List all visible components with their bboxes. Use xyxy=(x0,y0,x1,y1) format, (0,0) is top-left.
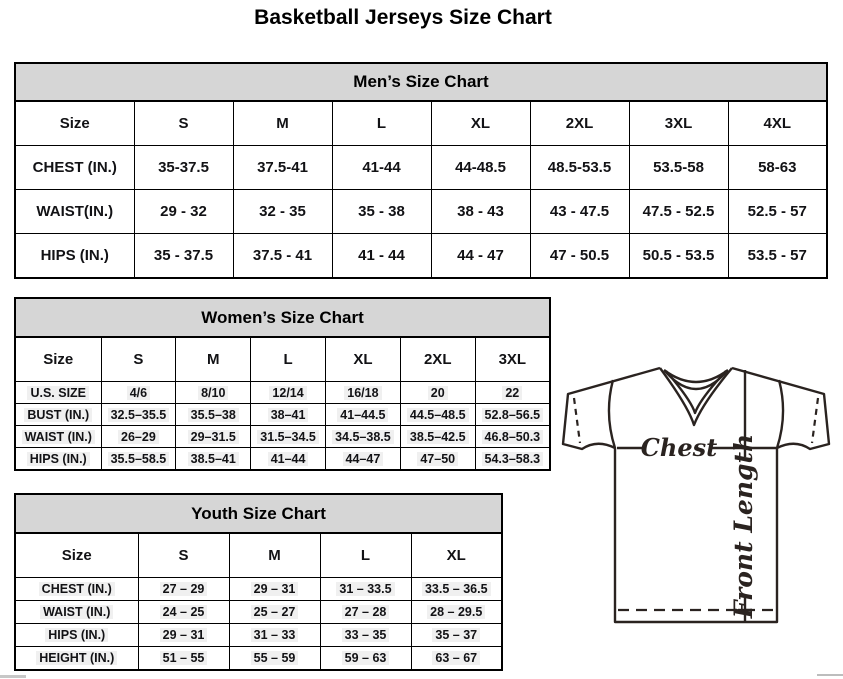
size-column-header: L xyxy=(320,533,411,578)
measurement-value: 22 xyxy=(475,382,550,404)
measurement-value: 47–50 xyxy=(400,448,475,471)
measurement-value: 25 – 27 xyxy=(229,601,320,624)
size-column-header: 3XL xyxy=(475,337,550,382)
measurement-value: 33.5 – 36.5 xyxy=(411,578,502,601)
measurement-value: 47 - 50.5 xyxy=(530,234,629,279)
cropped-element-fragment-right xyxy=(817,674,843,676)
measurement-value: 28 – 29.5 xyxy=(411,601,502,624)
table-row xyxy=(15,578,502,601)
size-column-header: XL xyxy=(325,337,400,382)
jersey-measurement-diagram xyxy=(555,358,843,630)
measurement-value: 35 – 37 xyxy=(411,624,502,647)
table-row xyxy=(15,382,550,404)
front-length-label: Front Length xyxy=(729,433,758,619)
page-title: Basketball Jerseys Size Chart xyxy=(254,6,552,29)
measurement-value: 48.5-53.5 xyxy=(530,146,629,190)
measurement-value: 37.5 - 41 xyxy=(233,234,332,279)
measurement-value: 27 – 29 xyxy=(138,578,229,601)
size-header-cell: Size xyxy=(15,337,101,382)
measurement-value: 35 - 38 xyxy=(332,190,431,234)
measurement-value: 46.8–50.3 xyxy=(475,426,550,448)
measurement-value: 32 - 35 xyxy=(233,190,332,234)
size-column-header: L xyxy=(251,337,326,382)
measurement-value: 44 - 47 xyxy=(431,234,530,279)
measurement-value: 33 – 35 xyxy=(320,624,411,647)
table-row xyxy=(15,448,550,471)
measurement-value: 27 – 28 xyxy=(320,601,411,624)
measurement-value: 38 - 43 xyxy=(431,190,530,234)
measurement-value: 41-44 xyxy=(332,146,431,190)
measurement-value: 41–44 xyxy=(251,448,326,471)
chest-label: Chest xyxy=(640,433,718,462)
table-caption: Women’s Size Chart xyxy=(15,298,550,337)
measurement-value: 53.5 - 57 xyxy=(728,234,827,279)
measurement-value: 35.5–58.5 xyxy=(101,448,176,471)
table-row xyxy=(15,404,550,426)
measurement-value: 12/14 xyxy=(251,382,326,404)
mens-size-table xyxy=(14,62,828,279)
measurement-value: 59 – 63 xyxy=(320,647,411,671)
size-header-cell: Size xyxy=(15,533,138,578)
table-caption: Men’s Size Chart xyxy=(15,63,827,101)
size-column-header: S xyxy=(134,101,233,146)
measurement-value: 35 - 37.5 xyxy=(134,234,233,279)
measurement-value: 35-37.5 xyxy=(134,146,233,190)
size-column-header: S xyxy=(101,337,176,382)
measurement-value: 35.5–38 xyxy=(176,404,251,426)
measurement-value: 29 - 32 xyxy=(134,190,233,234)
youth-size-table xyxy=(14,493,503,671)
measurement-label: U.S. SIZE xyxy=(15,382,101,404)
table-row xyxy=(15,234,827,279)
measurement-value: 52.8–56.5 xyxy=(475,404,550,426)
measurement-value: 37.5-41 xyxy=(233,146,332,190)
size-column-header: 2XL xyxy=(400,337,475,382)
measurement-label: WAIST(IN.) xyxy=(15,190,134,234)
measurement-value: 29 – 31 xyxy=(138,624,229,647)
table-row xyxy=(15,146,827,190)
measurement-value: 31.5–34.5 xyxy=(251,426,326,448)
measurement-value: 4/6 xyxy=(101,382,176,404)
measurement-label: BUST (IN.) xyxy=(15,404,101,426)
measurement-label: HIPS (IN.) xyxy=(15,234,134,279)
table-row xyxy=(15,601,502,624)
measurement-label: HIPS (IN.) xyxy=(15,624,138,647)
measurement-value: 31 – 33 xyxy=(229,624,320,647)
measurement-value: 26–29 xyxy=(101,426,176,448)
measurement-value: 20 xyxy=(400,382,475,404)
measurement-value: 44-48.5 xyxy=(431,146,530,190)
size-column-header: M xyxy=(233,101,332,146)
measurement-value: 55 – 59 xyxy=(229,647,320,671)
measurement-value: 52.5 - 57 xyxy=(728,190,827,234)
size-header-cell: Size xyxy=(15,101,134,146)
measurement-value: 41–44.5 xyxy=(325,404,400,426)
measurement-label: CHEST (IN.) xyxy=(15,578,138,601)
table-row xyxy=(15,624,502,647)
measurement-value: 34.5–38.5 xyxy=(325,426,400,448)
size-column-header: 3XL xyxy=(629,101,728,146)
measurement-value: 50.5 - 53.5 xyxy=(629,234,728,279)
measurement-value: 8/10 xyxy=(176,382,251,404)
measurement-value: 43 - 47.5 xyxy=(530,190,629,234)
table-caption: Youth Size Chart xyxy=(15,494,502,533)
measurement-value: 54.3–58.3 xyxy=(475,448,550,471)
measurement-value: 44–47 xyxy=(325,448,400,471)
measurement-value: 47.5 - 52.5 xyxy=(629,190,728,234)
measurement-value: 63 – 67 xyxy=(411,647,502,671)
measurement-label: WAIST (IN.) xyxy=(15,601,138,624)
measurement-value: 29 – 31 xyxy=(229,578,320,601)
measurement-value: 38–41 xyxy=(251,404,326,426)
measurement-label: HIPS (IN.) xyxy=(15,448,101,471)
measurement-label: HEIGHT (IN.) xyxy=(15,647,138,671)
cropped-element-fragment-left xyxy=(0,675,26,678)
measurement-value: 38.5–41 xyxy=(176,448,251,471)
measurement-value: 51 – 55 xyxy=(138,647,229,671)
measurement-label: CHEST (IN.) xyxy=(15,146,134,190)
measurement-value: 24 – 25 xyxy=(138,601,229,624)
table-row xyxy=(15,647,502,671)
measurement-value: 53.5-58 xyxy=(629,146,728,190)
size-column-header: M xyxy=(176,337,251,382)
measurement-value: 32.5–35.5 xyxy=(101,404,176,426)
jersey-outline-icon xyxy=(563,368,829,622)
size-column-header: XL xyxy=(411,533,502,578)
measurement-value: 16/18 xyxy=(325,382,400,404)
size-column-header: 2XL xyxy=(530,101,629,146)
table-row xyxy=(15,190,827,234)
size-column-header: M xyxy=(229,533,320,578)
measurement-value: 44.5–48.5 xyxy=(400,404,475,426)
table-row xyxy=(15,426,550,448)
measurement-value: 29–31.5 xyxy=(176,426,251,448)
size-column-header: L xyxy=(332,101,431,146)
measurement-label: WAIST (IN.) xyxy=(15,426,101,448)
measurement-value: 31 – 33.5 xyxy=(320,578,411,601)
measurement-value: 38.5–42.5 xyxy=(400,426,475,448)
size-column-header: S xyxy=(138,533,229,578)
womens-size-table xyxy=(14,297,551,471)
measurement-value: 41 - 44 xyxy=(332,234,431,279)
size-column-header: 4XL xyxy=(728,101,827,146)
size-column-header: XL xyxy=(431,101,530,146)
measurement-value: 58-63 xyxy=(728,146,827,190)
